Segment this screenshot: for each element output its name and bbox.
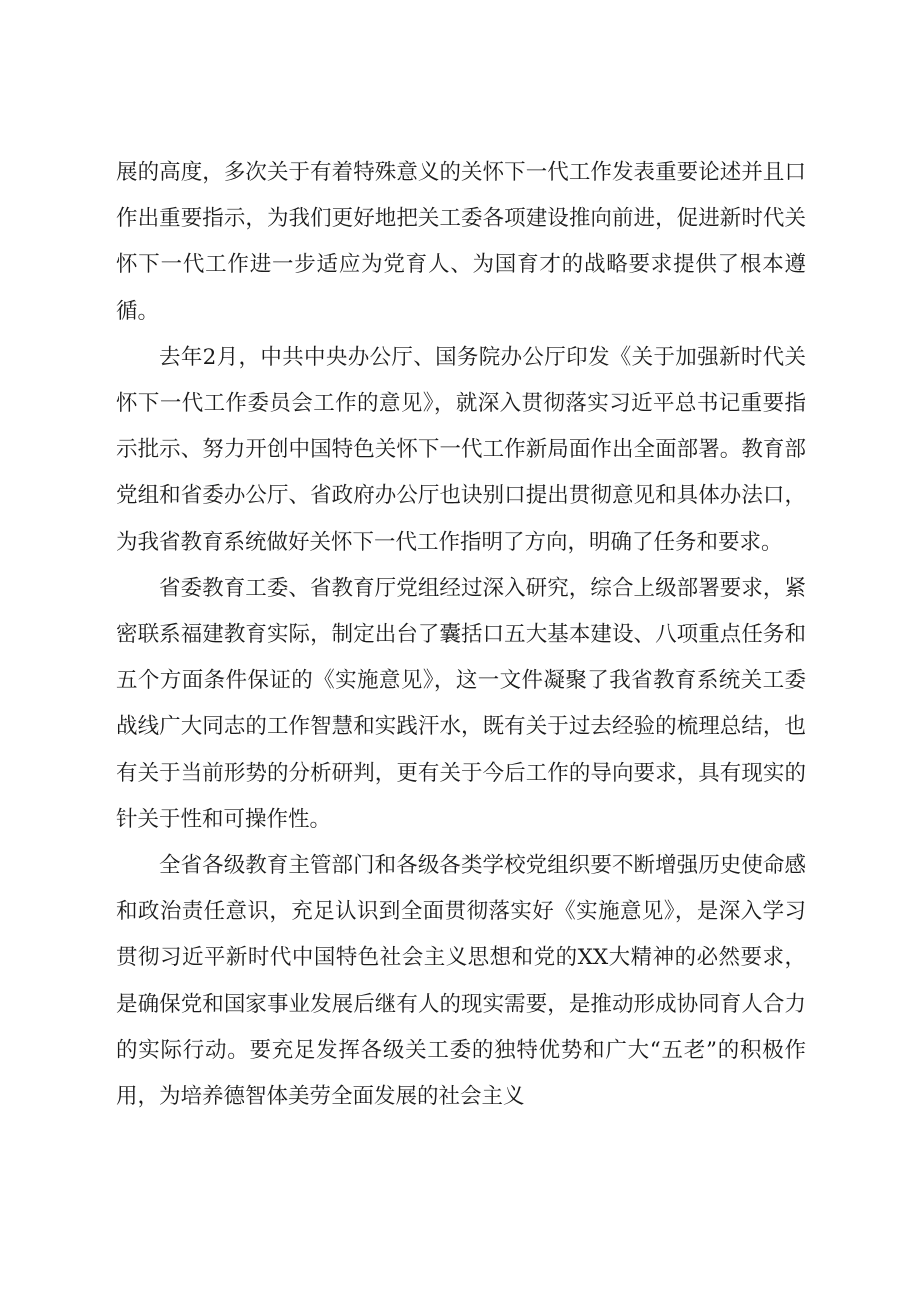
paragraph-3: 省委教育工委、省教育厅党组经过深入研究，综合上级部署要求，紧密联系福建教育实际，制定出台了囊括口五大基本建设、八项重点任务和五个方面条件保证的《实施意见》，这一文件凝聚了我省教育系统关工委战线广大同志的工作智慧和实践汗水，既有关于过去经验的梳理总结，也有关于当前形势的分析研判，更有关于今后工作的导向要求，具有现实的针关于性和可操作性。 bbox=[116, 575, 806, 832]
paragraph-1: 展的高度，多次关于有着特殊意义的关怀下一代工作发表重要论述并且口作出重要指示，为我们更好地把关工委各项建设推向前进，促进新时代关怀下一代工作进一步适应为党育人、为国育才的战略要求提供了根本遵循。 bbox=[116, 160, 806, 324]
paragraph-4: 全省各级教育主管部门和各级各类学校党组织要不断增强历史使命感和政治责任意识，充足认识到全面贯彻落实好《实施意见》，是深入学习贯彻习近平新时代中国特色社会主义思想和党的XX大精神的必然要求，是确保党和国家事业发展后继有人的现实需要，是推动形成协同育人合力的实际行动。要充足发挥各级关工委的独特优势和广大“五老”的积极作用，为培养德智体美劳全面发展的社会主义 bbox=[116, 853, 806, 1110]
paragraph-2: 去年2月，中共中央办公厅、国务院办公厅印发《关于加强新时代关怀下一代工作委员会工作的意见》，就深入贯彻落实习近平总书记重要指示批示、努力开创中国特色关怀下一代工作新局面作出全面部署。教育部党组和省委办公厅、省政府办公厅也诀别口提出贯彻意见和具体办法口，为我省教育系统做好关怀下一代工作指明了方向，明确了任务和要求。 bbox=[116, 344, 806, 555]
document-body bbox=[116, 150, 806, 1120]
